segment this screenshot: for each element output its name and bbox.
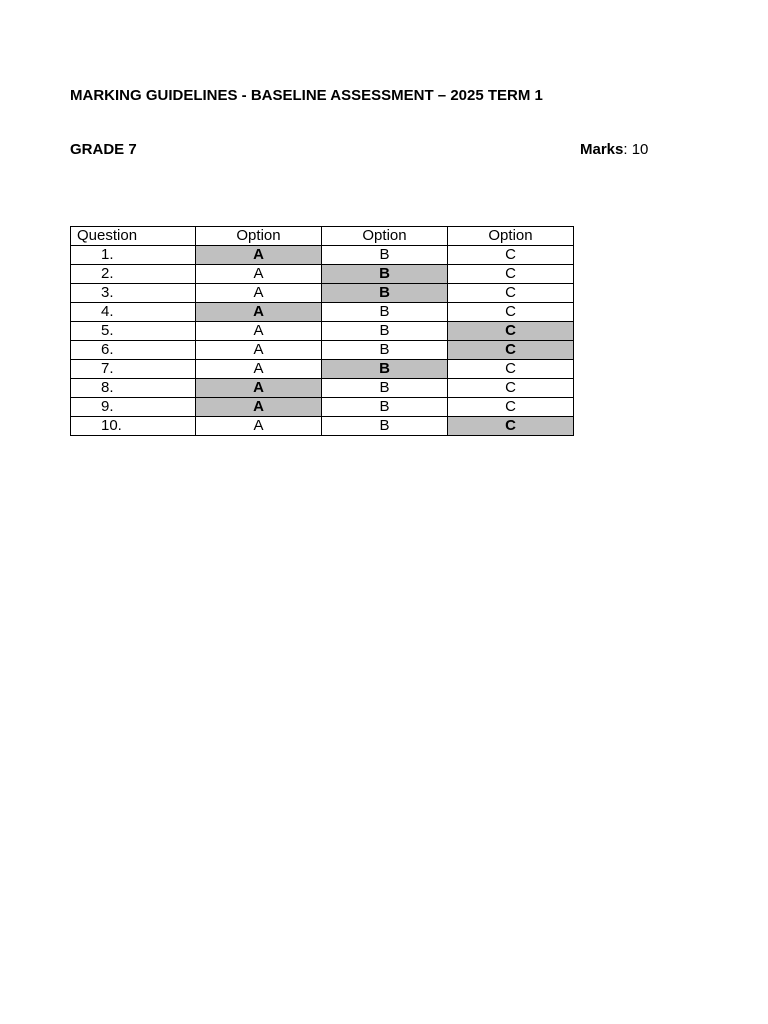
option-b-cell: B	[322, 303, 448, 322]
option-c-cell: C	[448, 398, 574, 417]
table-row	[71, 246, 574, 265]
option-a-cell: A	[196, 322, 322, 341]
grade-label: GRADE 7	[70, 141, 137, 158]
option-c-cell: C	[448, 284, 574, 303]
option-a-cell: A	[196, 417, 322, 436]
table-row	[71, 322, 574, 341]
option-c-cell: C	[448, 322, 574, 341]
question-number: 4.	[71, 303, 196, 322]
option-b-cell: B	[322, 265, 448, 284]
header-option-b: Option	[322, 227, 448, 246]
option-b-cell: B	[322, 379, 448, 398]
option-a-cell: A	[196, 360, 322, 379]
document-title: MARKING GUIDELINES - BASELINE ASSESSMENT – 2025 TERM 1	[70, 87, 543, 104]
option-b-cell: B	[322, 398, 448, 417]
option-a-cell: A	[196, 341, 322, 360]
table-row	[71, 417, 574, 436]
option-c-cell: C	[448, 246, 574, 265]
question-number: 5.	[71, 322, 196, 341]
table-row	[71, 284, 574, 303]
option-c-cell: C	[448, 341, 574, 360]
question-number: 10.	[71, 417, 196, 436]
memo-table	[70, 226, 574, 436]
table-row	[71, 398, 574, 417]
header-option-c: Option	[448, 227, 574, 246]
option-a-cell: A	[196, 303, 322, 322]
marks-label: Marks	[580, 141, 624, 158]
question-number: 2.	[71, 265, 196, 284]
table-row	[71, 303, 574, 322]
table-row	[71, 341, 574, 360]
option-b-cell: B	[322, 322, 448, 341]
option-b-cell: B	[322, 417, 448, 436]
memo-table-body	[71, 246, 574, 436]
option-b-cell: B	[322, 341, 448, 360]
marks-separator: :	[623, 141, 632, 158]
option-b-cell: B	[322, 360, 448, 379]
question-number: 9.	[71, 398, 196, 417]
marks-value: 10	[631, 141, 649, 158]
option-a-cell: A	[196, 284, 322, 303]
option-a-cell: A	[196, 246, 322, 265]
question-number: 8.	[71, 379, 196, 398]
table-row	[71, 265, 574, 284]
option-a-cell: A	[196, 398, 322, 417]
option-c-cell: C	[448, 417, 574, 436]
option-c-cell: C	[448, 360, 574, 379]
header-option-a: Option	[196, 227, 322, 246]
option-b-cell: B	[322, 246, 448, 265]
option-c-cell: C	[448, 379, 574, 398]
option-a-cell: A	[196, 379, 322, 398]
table-row	[71, 379, 574, 398]
question-number: 1.	[71, 246, 196, 265]
question-number: 7.	[71, 360, 196, 379]
table-row	[71, 360, 574, 379]
question-number: 6.	[71, 341, 196, 360]
header-row	[71, 227, 574, 246]
question-number: 3.	[71, 284, 196, 303]
option-c-cell: C	[448, 265, 574, 284]
option-b-cell: B	[322, 284, 448, 303]
header-question: Question	[71, 227, 196, 246]
option-c-cell: C	[448, 303, 574, 322]
marks-info	[580, 141, 648, 158]
option-a-cell: A	[196, 265, 322, 284]
